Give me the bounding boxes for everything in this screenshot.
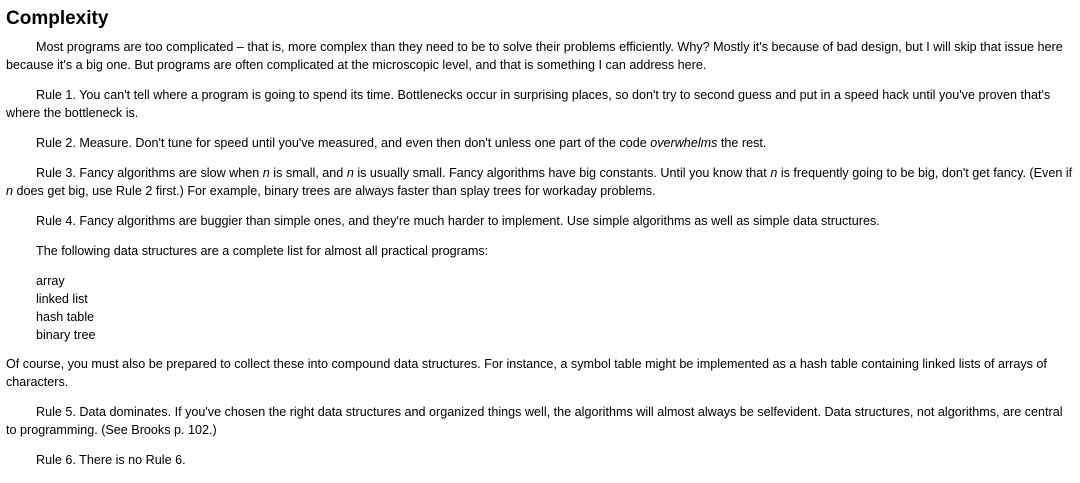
rule-2-text-before: Rule 2. Measure. Don't tune for speed until you've measured, and even then don't unless one part of the code — [36, 136, 651, 150]
rule-3-paragraph — [6, 164, 1074, 200]
page-title: Complexity — [6, 8, 109, 29]
rule-2-emphasis: overwhelms — [650, 136, 718, 150]
rule-2-paragraph — [6, 134, 1074, 152]
list-item: hash table — [36, 310, 95, 324]
list-intro-paragraph: The following data structures are a complete list for almost all practical programs: — [36, 244, 489, 258]
list-item: binary tree — [36, 328, 96, 342]
compound-paragraph: Of course, you must also be prepared to collect these into compound data structures. For instance, a symbol table might be implemented as a hash table containing linked lists of arrays of characters. — [6, 357, 1047, 389]
intro-paragraph: Most programs are too complicated – that is, more complex than they need to be to solve their problems efficiently. Why? Mostly it's because of bad design, but I will skip that issue here because it's a big one. But programs are often complicated at the microscopic level, and that is something I can address here. — [6, 40, 1063, 72]
rule-4-paragraph: Rule 4. Fancy algorithms are buggier than simple ones, and they're much harder to implement. Use simple algorithms as well as simple data structures. — [36, 214, 880, 228]
rule-3-part-2: is small, and — [269, 166, 347, 180]
rule-3-variable-n: n — [6, 184, 14, 198]
list-item: array — [36, 274, 65, 288]
rule-1-paragraph: Rule 1. You can't tell where a program is going to spend its time. Bottlenecks occur in surprising places, so don't try to second guess and put in a speed hack until you've proven that's where the bottleneck is. — [6, 88, 1051, 120]
rule-3-variable-n: n — [262, 166, 270, 180]
rule-3-variable-n: n — [770, 166, 778, 180]
rule-5-paragraph: Rule 5. Data dominates. If you've chosen the right data structures and organized things well, the algorithms will almost always be selfevident. Data structures, not algorithms, are central to programming. (See Brooks p. 102.) — [6, 405, 1063, 437]
rule-3-part-4: is frequently going to be big, don't get fancy. (Even if — [777, 166, 1073, 180]
list-item: linked list — [36, 292, 88, 306]
rule-6-paragraph: Rule 6. There is no Rule 6. — [36, 453, 186, 467]
rule-2-text-after: the rest. — [717, 136, 767, 150]
rule-3-variable-n: n — [346, 166, 354, 180]
data-structures-list — [6, 272, 1074, 344]
rule-3-part-1: Rule 3. Fancy algorithms are slow when — [36, 166, 263, 180]
rule-3-part-5: does get big, use Rule 2 first.) For example, binary trees are always faster than splay trees for workaday problems. — [13, 184, 656, 198]
rule-3-part-3: is usually small. Fancy algorithms have big constants. Until you know that — [353, 166, 771, 180]
